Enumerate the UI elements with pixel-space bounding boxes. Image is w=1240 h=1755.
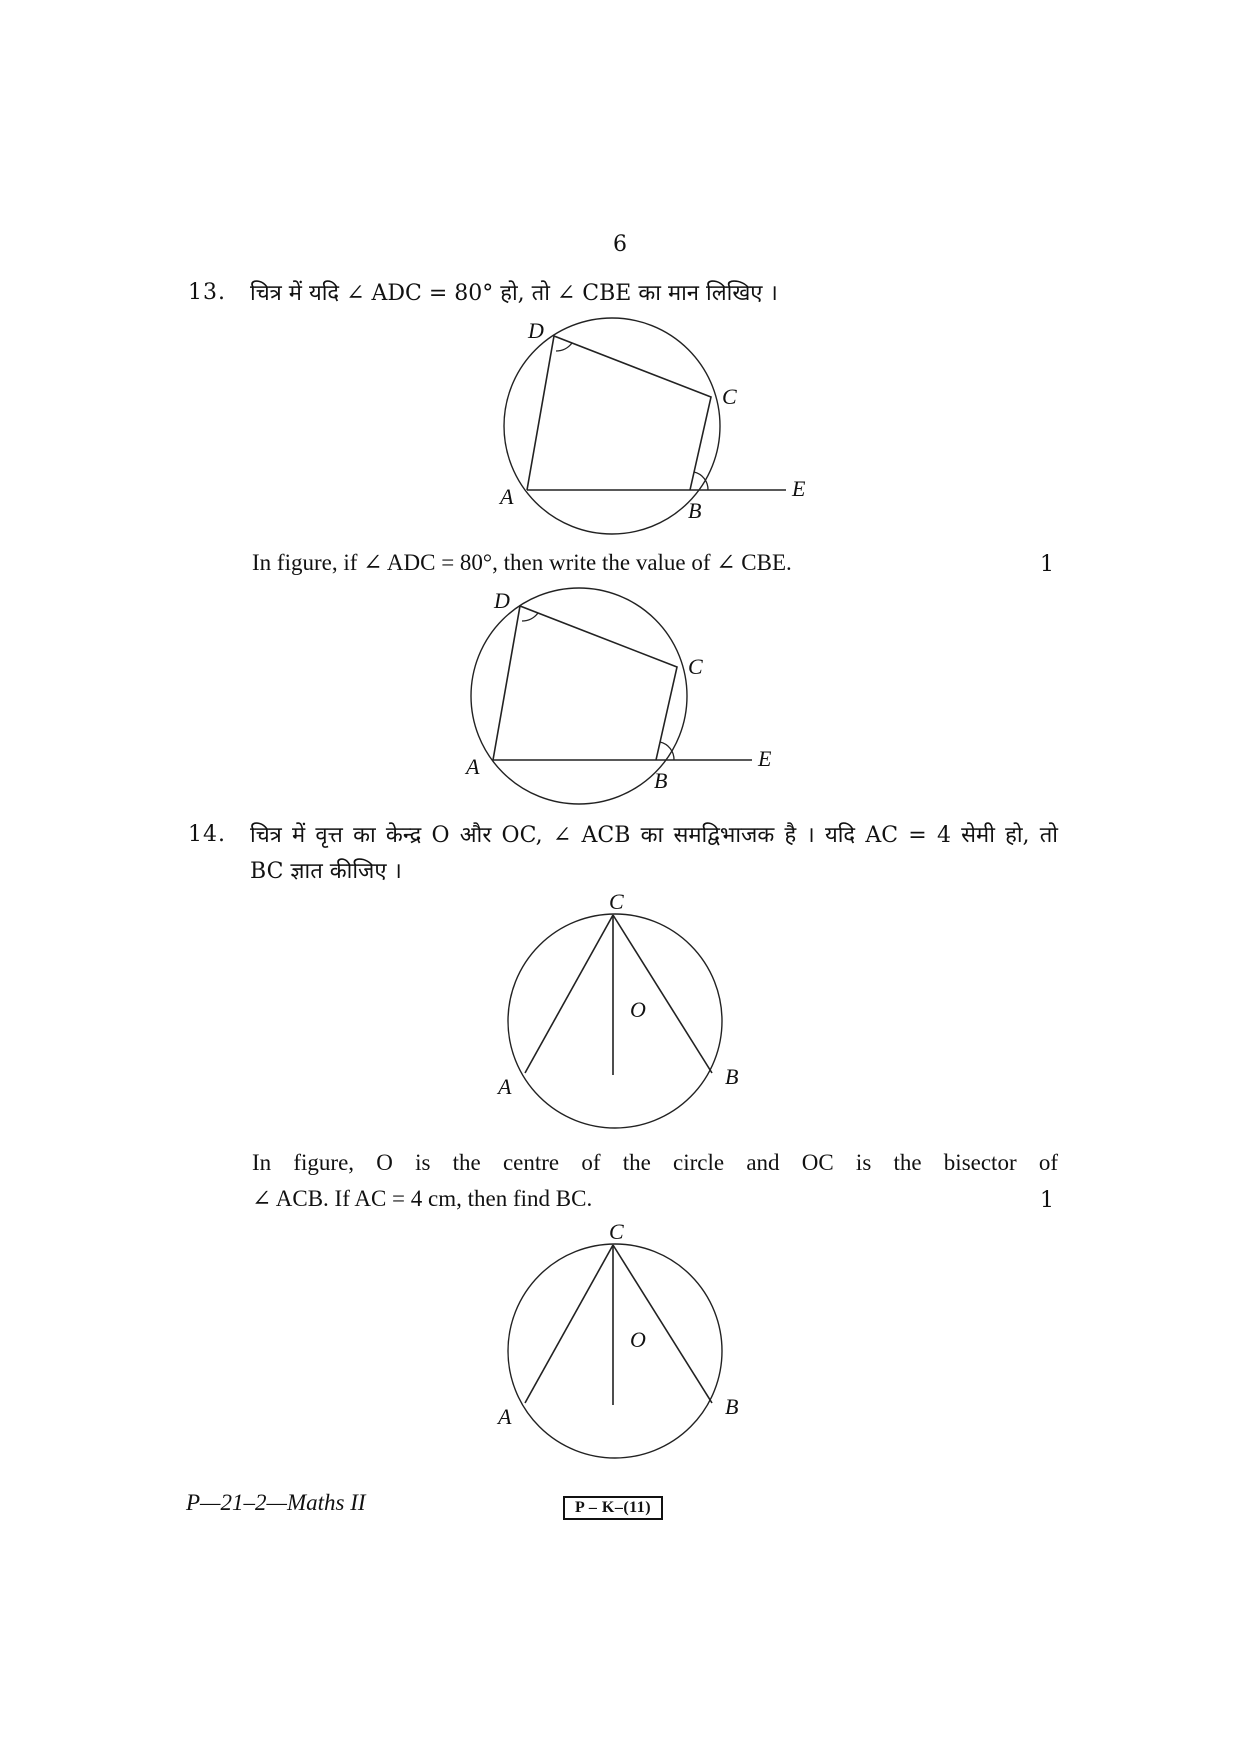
question-13-marks: 1: [1040, 552, 1054, 577]
question-14-hindi-line1: चित्र में वृत्त का केन्द्र O और OC, ∠ ACB का समद्विभाजक है । यदि AC = 4 सेमी हो, तो: [250, 823, 1058, 848]
question-14-english-line1: In figure, O is the centre of the circle and OC is the bisector of: [252, 1150, 1058, 1175]
label-b: B: [725, 1394, 739, 1419]
label-d: D: [528, 318, 544, 343]
label-c: C: [688, 654, 703, 679]
question-13-hindi: चित्र में यदि ∠ ADC = 80° हो, तो ∠ CBE का मान लिखिए ।: [250, 281, 778, 306]
label-a: A: [466, 754, 480, 779]
footer-paper-code: P – K–(11): [563, 1496, 663, 1520]
question-13-english: In figure, if ∠ ADC = 80°, then write the value of ∠ CBE.: [252, 550, 792, 575]
label-b: B: [725, 1064, 739, 1089]
label-c: C: [609, 1219, 624, 1244]
label-o: O: [630, 1327, 646, 1352]
question-14-marks: 1: [1040, 1188, 1054, 1213]
label-a: A: [498, 1404, 512, 1429]
label-c: C: [722, 384, 737, 409]
question-14-hindi-line2: BC ज्ञात कीजिए ।: [250, 859, 402, 884]
label-e: E: [758, 746, 772, 771]
question-14-number: 14.: [188, 822, 226, 847]
label-c: C: [609, 889, 624, 914]
bisector-figure: [496, 1219, 738, 1458]
label-d: D: [494, 588, 510, 613]
label-b: B: [654, 768, 668, 793]
label-o: O: [630, 997, 646, 1022]
question-14-english-line2: ∠ ACB. If AC = 4 cm, then find BC.: [252, 1186, 593, 1211]
label-e: E: [792, 476, 806, 501]
question-13-number: 13.: [188, 280, 226, 305]
label-a: A: [498, 1074, 512, 1099]
page-number: 6: [613, 232, 627, 257]
label-b: B: [688, 498, 702, 523]
footer-paper-title: P—21–2—Maths II: [186, 1490, 366, 1515]
label-a: A: [500, 484, 514, 509]
